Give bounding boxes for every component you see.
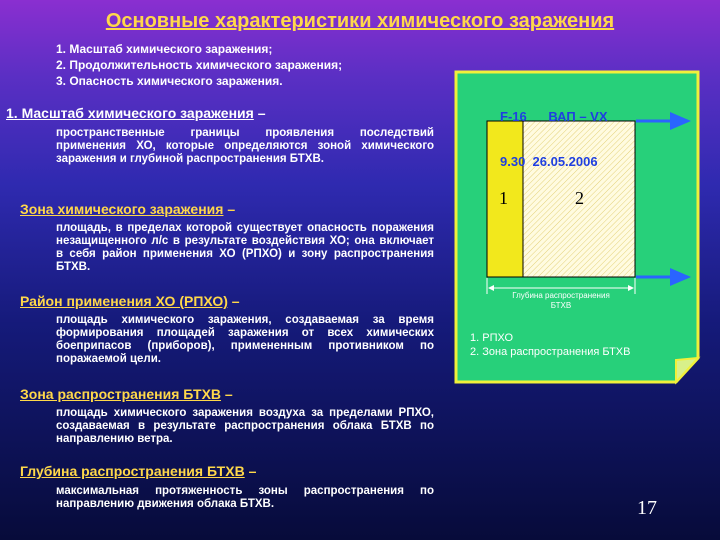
term-heading-rpho: Район применения ХО (РПХО) – xyxy=(20,293,240,309)
card-code-line1: F-16 ВАП – VX xyxy=(500,109,608,124)
card-code xyxy=(500,79,608,184)
page-title: Основные характеристики химического заражения xyxy=(105,10,615,32)
term-definition-spread-zone: площадь химического заражения воздуха за пределами РПХО, создаваемая в результате распространения облака БТХВ по направлению ветра. xyxy=(56,407,434,445)
section1-definition: пространственные границы проявления последствий применения ХО, которые определяются зоной химического заражения и глубиной распространения БТХВ. xyxy=(56,127,434,165)
term-definition-rpho: площадь химического заражения, создаваемая за время формирования площадей заражения от всех химических боеприпасов (приборов), примененным противником по поражаемой цели. xyxy=(56,314,434,365)
term-definition-zone: площадь, в пределах которой существует опасность поражения незащищенного л/с в результате воздействия ХО; она включает в себя район применения ХО (РПХО) и зону распространения БТХВ. xyxy=(56,222,434,273)
term-heading-depth: Глубина распространения БТХВ – xyxy=(20,463,257,479)
intro-item: 1. Масштаб химического заражения; xyxy=(56,42,273,56)
card-fold xyxy=(676,358,698,382)
legend-item: 1. РПХО xyxy=(470,332,514,344)
term-heading-spread-zone: Зона распространения БТХВ – xyxy=(20,386,233,402)
depth-label: Глубина распространения БТХВ xyxy=(512,291,610,310)
card-code-line2: 9.30 26.05.2006 xyxy=(500,154,598,169)
term-definition-depth: максимальная протяженность зоны распространения по направлению движения облака БТХВ. xyxy=(56,485,434,510)
zone1-label: 1 xyxy=(499,188,508,208)
intro-item: 2. Продолжительность химического заражения; xyxy=(56,58,343,72)
intro-item: 3. Опасность химического заражения. xyxy=(56,74,283,88)
term-heading-zone: Зона химического заражения – xyxy=(20,201,236,217)
zone2-label: 2 xyxy=(575,188,584,208)
page-number: 17 xyxy=(637,497,657,519)
section1-heading: 1. Масштаб химического заражения – xyxy=(6,105,266,121)
legend-item: 2. Зона распространения БТХВ xyxy=(470,346,631,358)
card-legend xyxy=(470,331,630,359)
section1-heading-text: 1. Масштаб химического заражения xyxy=(6,105,254,121)
